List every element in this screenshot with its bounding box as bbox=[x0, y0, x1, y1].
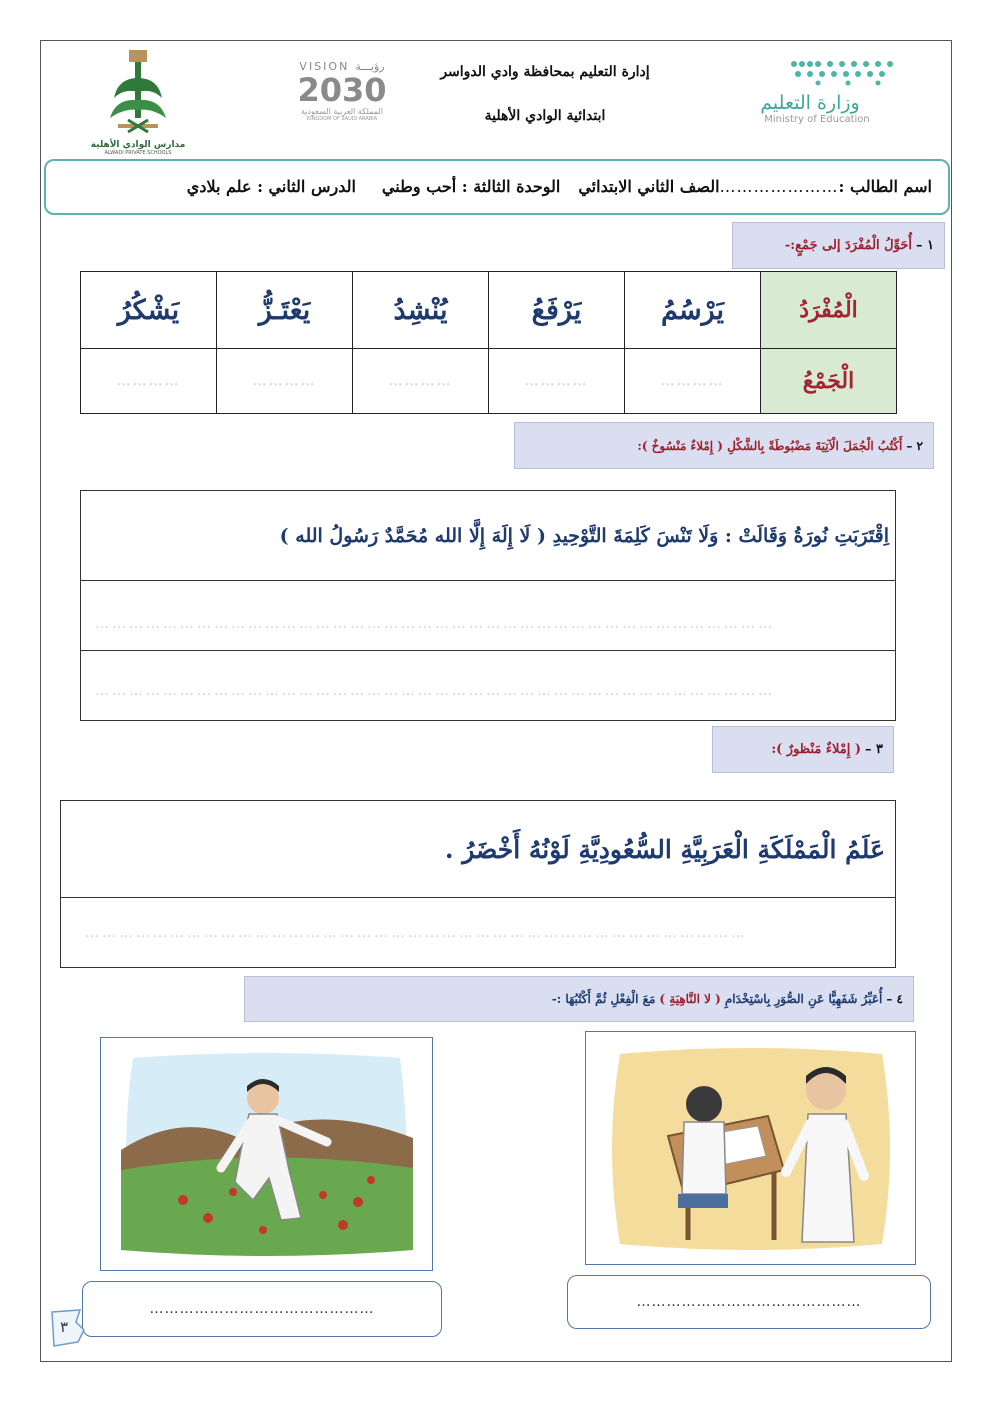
question-4-number: ٤ – bbox=[886, 992, 903, 1006]
seen-write-line[interactable]: ……………………………………………………………………………………………………… bbox=[85, 925, 748, 941]
seen-dictation-box bbox=[60, 800, 896, 968]
copied-sentence-row bbox=[81, 491, 895, 581]
ministry-name-ar: وزارة التعليم bbox=[760, 92, 860, 114]
student-info-box bbox=[44, 159, 950, 215]
plural-label: الْجَمْعُ bbox=[761, 349, 897, 414]
picture-boy-picking-flowers bbox=[100, 1037, 433, 1271]
singular-word: يُنْشِدُ bbox=[353, 272, 489, 349]
copy-line-1[interactable]: ………………………………………………………………………………………………………… bbox=[81, 581, 895, 651]
student-name-blank[interactable]: ………………… bbox=[719, 177, 839, 196]
copied-dictation-box bbox=[80, 490, 896, 721]
question-4-highlight: ( لا النَّاهِيَةِ ) bbox=[659, 992, 721, 1006]
singular-word: يَرْسُمُ bbox=[625, 272, 761, 349]
singular-label: الْمُفْرَدُ bbox=[761, 272, 897, 349]
question-2-heading bbox=[514, 422, 934, 469]
plural-answer-blank[interactable]: ………… bbox=[81, 349, 217, 414]
vision-label-en: VISION bbox=[299, 60, 350, 73]
question-2-number: ٢ – bbox=[906, 438, 923, 453]
question-1-heading bbox=[732, 222, 945, 269]
school-name-ar: مدارس الوادي الأهلية bbox=[90, 140, 186, 150]
scolding-student-illustration bbox=[598, 1044, 903, 1252]
question-3-title: ( إِمْلاءٌ مَنْظورٌ ): bbox=[771, 742, 861, 757]
singular-word: يَرْفَعُ bbox=[489, 272, 625, 349]
seen-sentence-row bbox=[61, 801, 895, 898]
school-name: ابتدائية الوادي الأهلية bbox=[484, 108, 606, 124]
vision-label-ar: رؤيـــة bbox=[355, 60, 385, 73]
copied-sentence: اِقْتَرَبَتِ نُورَةُ وَقَالَتْ : وَلَا تَنْسَ كَلِمَةَ التَّوْحِيدِ ( لَا إِلَهَ إِلَّا الله مُحَمَّدٌ رَسُولُ الله ) bbox=[279, 524, 889, 547]
singular-word: يَشْكُرُ bbox=[81, 272, 217, 349]
singular-plural-table bbox=[80, 271, 897, 414]
school-name-en: ALWADI PRIVATE SCHOOLS bbox=[104, 150, 172, 156]
question-2-title: أَكْتُبُ الْجُمَلَ الْآتِيَةَ مَضْبُوطَةً بِالشَّكْلِ ( إِمْلاءٌ مَنْسُوخٌ ): bbox=[637, 438, 903, 453]
ministry-dots-icon bbox=[788, 58, 908, 86]
school-logo bbox=[88, 48, 188, 156]
kingdom-name-en: KINGDOM OF SAUDI ARABIA bbox=[306, 116, 378, 122]
kingdom-name-ar: المملكة العربية السعودية bbox=[300, 107, 384, 116]
vision-year: 2030 bbox=[297, 71, 387, 109]
page-number-tag bbox=[48, 1306, 88, 1350]
boy-picking-flowers-illustration bbox=[113, 1050, 420, 1258]
department-name: إدارة التعليم بمحافظة وادي الدواسر bbox=[440, 64, 650, 80]
seen-sentence: عَلَمُ الْمَمْلَكَةِ الْعَرَبِيَّةِ السُّعُودِيَّةِ لَوْنُهُ أَخْضَرُ . bbox=[444, 834, 885, 864]
grade-label: الصف الثاني الابتدائي bbox=[578, 177, 720, 196]
ministry-name-en: Ministry of Education bbox=[764, 114, 870, 125]
plural-answer-blank[interactable]: ………… bbox=[217, 349, 353, 414]
ministry-logo bbox=[730, 58, 890, 138]
question-4-title-end: مَعَ الْفِعْلِ ثُمَّ أَكْتُبُهَا :- bbox=[551, 992, 656, 1006]
plural-answer-blank[interactable]: ………… bbox=[353, 349, 489, 414]
copy-line-2[interactable]: ………………………………………………………………………………………………………… bbox=[95, 683, 775, 699]
student-info-line bbox=[187, 177, 932, 196]
answer-box-right[interactable]: ……………………………………… bbox=[567, 1275, 931, 1329]
question-1-title: أُحَوِّلُ الْمُفْرَدَ إلى جَمْعٍ:- bbox=[784, 238, 912, 253]
plural-answer-blank[interactable]: ………… bbox=[489, 349, 625, 414]
singular-row bbox=[81, 272, 897, 349]
question-3-number: ٣ – bbox=[864, 742, 883, 757]
vision-2030-logo bbox=[292, 60, 392, 150]
plural-row bbox=[81, 349, 897, 414]
question-1-number: ١ – bbox=[915, 238, 934, 253]
picture-scolding-student bbox=[585, 1031, 916, 1265]
question-3-heading bbox=[712, 726, 894, 773]
answer-box-left-field[interactable]: ……………………………………… bbox=[82, 1281, 442, 1337]
singular-word: يَعْتَـزُّ bbox=[217, 272, 353, 349]
school-emblem-icon bbox=[88, 48, 188, 136]
question-4-heading bbox=[244, 976, 914, 1022]
question-4-title: أُعَبِّرُ شَفَهِيًّا عَنِ الصُّوَرِ بِاسْتِخْدَامِ bbox=[724, 992, 883, 1006]
student-name-label: اسم الطالب : bbox=[838, 177, 932, 196]
unit-label: الوحدة الثالثة : أحب وطني bbox=[381, 177, 561, 196]
page-number: ٣ bbox=[60, 1318, 69, 1336]
lesson-label: الدرس الثاني : علم بلادي bbox=[186, 177, 356, 196]
plural-answer-blank[interactable]: ………… bbox=[625, 349, 761, 414]
